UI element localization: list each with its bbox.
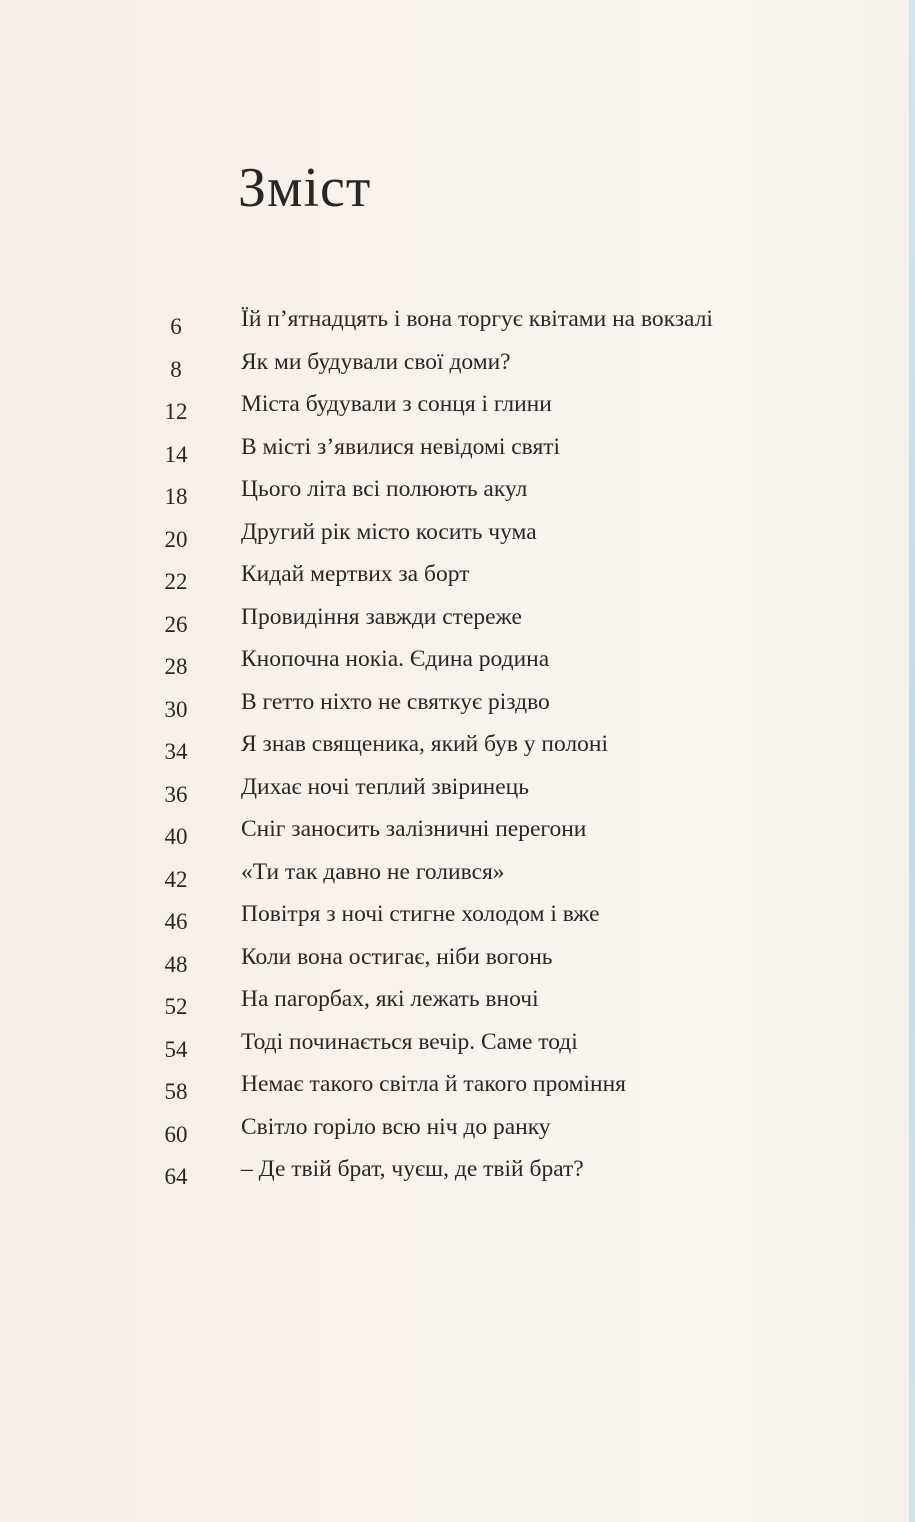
toc-entry (0, 1114, 915, 1157)
toc-page-number: 20 (164, 526, 188, 552)
page-title: Зміст (238, 157, 372, 219)
toc-page-number: 8 (170, 356, 182, 382)
toc-entry-title: В гетто ніхто не святкує різдво (241, 688, 550, 715)
toc-entry-title: Сніг заносить залізничні перегони (241, 816, 587, 842)
toc-entry (0, 986, 915, 1029)
toc-entry-title: На пагорбах, які лежать вночі (241, 986, 539, 1012)
table-of-contents (0, 306, 915, 1199)
toc-entry-title: Світло горіло всю ніч до ранку (241, 1113, 551, 1140)
toc-entry (0, 689, 915, 732)
toc-page-number: 30 (164, 696, 188, 722)
toc-entry (0, 604, 915, 647)
toc-entry-title: Я знав священика, який був у полоні (241, 731, 609, 757)
toc-entry-title: Кнопочна нокіа. Єдина родина (241, 646, 550, 672)
toc-page-number: 60 (164, 1121, 188, 1147)
toc-page-number: 18 (164, 484, 188, 509)
toc-entry (0, 859, 915, 902)
toc-entry-title: Цього літа всі полюють акул (241, 476, 528, 502)
toc-entry-title: Дихає ночі теплий звіринець (241, 773, 529, 800)
toc-page-number: 42 (164, 866, 188, 892)
toc-entry (0, 561, 915, 604)
toc-entry (0, 391, 915, 434)
toc-entry-title: Немає такого світла й такого проміння (241, 1071, 626, 1097)
toc-entry (0, 646, 915, 689)
toc-entry (0, 306, 915, 349)
toc-page-number: 52 (164, 994, 188, 1019)
toc-entry (0, 944, 915, 987)
toc-page-number: 14 (164, 441, 188, 467)
toc-page-number: 12 (164, 399, 188, 424)
toc-entry-title: «Ти так давно не голився» (241, 858, 505, 885)
toc-entry (0, 816, 915, 859)
toc-entry (0, 1071, 915, 1114)
toc-entry-title: – Де твій брат, чуєш, де твій брат? (241, 1156, 584, 1182)
toc-page-number: 22 (164, 569, 188, 594)
toc-page-number: 26 (164, 611, 188, 637)
toc-entry (0, 1156, 915, 1199)
toc-entry-title: Міста будували з сонця і глини (241, 391, 552, 417)
toc-entry (0, 901, 915, 944)
toc-entry-title: Кидай мертвих за борт (241, 561, 470, 587)
toc-page-number: 58 (164, 1079, 188, 1104)
toc-entry-title: Повітря з ночі стигне холодом і вже (241, 901, 600, 927)
toc-entry-title: Коли вона остигає, ніби вогонь (241, 943, 553, 970)
toc-entry (0, 1029, 915, 1072)
toc-page-number: 36 (164, 781, 188, 807)
toc-page-number: 6 (170, 314, 182, 339)
toc-page-number: 48 (164, 951, 188, 977)
toc-entry-title: Їй п’ятнадцять і вона торгує квітами на вокзалі (241, 306, 713, 332)
toc-page-number: 46 (164, 909, 188, 934)
toc-page-number: 34 (164, 739, 188, 764)
toc-entry-title: Провидіння завжди стереже (241, 603, 522, 630)
toc-entry (0, 349, 915, 392)
toc-entry (0, 731, 915, 774)
toc-page-number: 54 (164, 1036, 188, 1062)
toc-entry-title: Тоді починається вечір. Саме тоді (241, 1028, 578, 1055)
toc-page-number: 28 (164, 654, 188, 679)
toc-entry (0, 774, 915, 817)
toc-page-number: 64 (164, 1164, 188, 1189)
toc-entry-title: В місті з’явилися невідомі святі (241, 433, 561, 460)
toc-entry (0, 519, 915, 562)
toc-page-number: 40 (164, 824, 188, 849)
toc-entry-title: Другий рік місто косить чума (241, 518, 537, 545)
toc-entry-title: Як ми будували свої доми? (241, 348, 511, 375)
toc-entry (0, 476, 915, 519)
toc-entry (0, 434, 915, 477)
